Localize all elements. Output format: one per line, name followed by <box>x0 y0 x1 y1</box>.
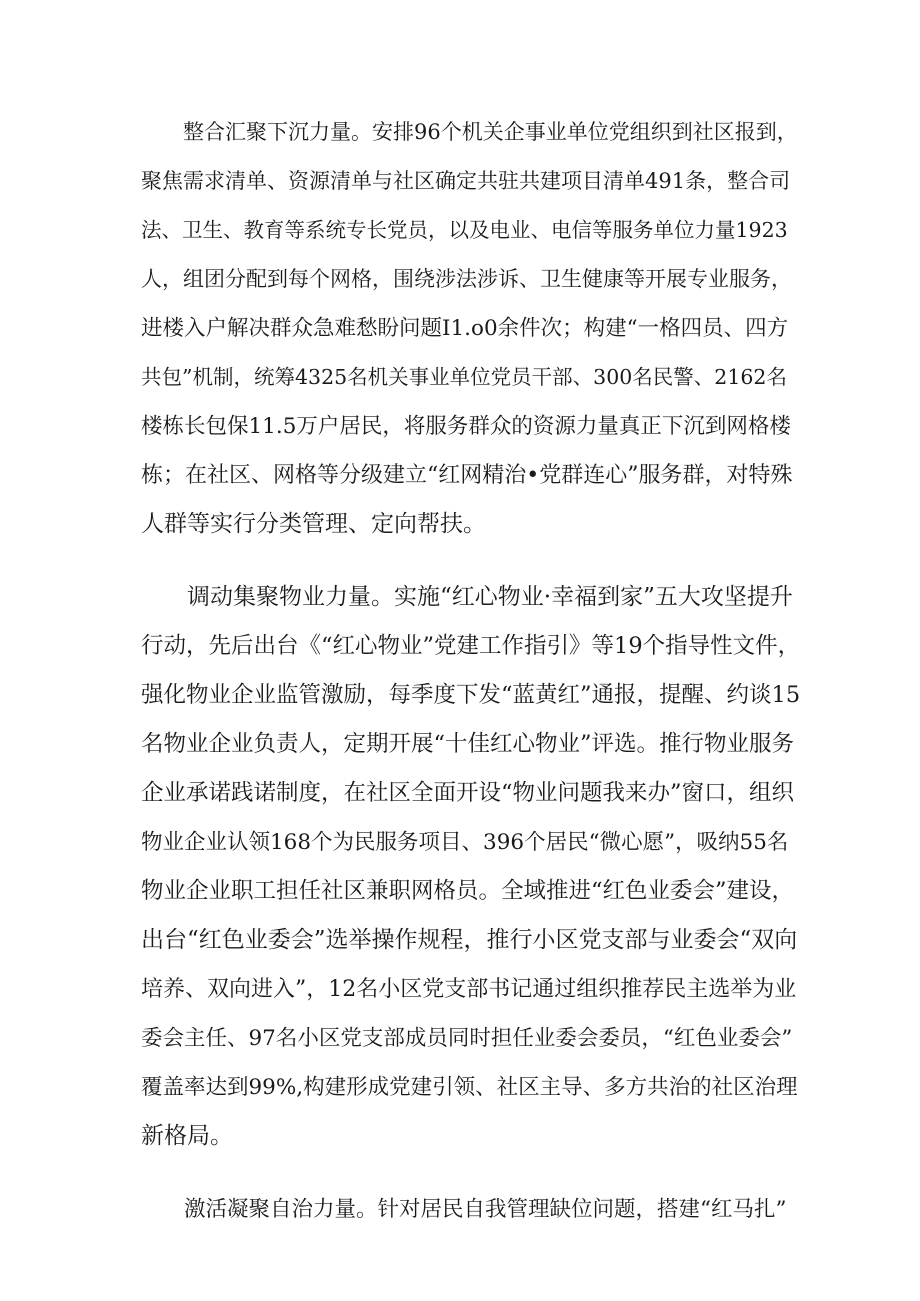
text-line: 法、卫生、教育等系统专长党员，以及电业、电信等服务单位力量1923 <box>141 218 788 242</box>
text-line: 聚焦需求清单、资源清单与社区确定共驻共建项目清单491条，整合司 <box>141 169 791 193</box>
text-line: 调动集聚物业力量。实施“红心物业·幸福到家”五大攻坚提升 <box>141 584 793 610</box>
text-line: 栋；在社区、网格等分级建立“红网精治•党群连心”服务群，对特殊 <box>141 463 793 488</box>
text-line: 整合汇聚下沉力量。安排96个机关企事业单位党组织到社区报到， <box>141 120 798 144</box>
paragraph-sink-forces <box>141 108 801 549</box>
text-line: 进楼入户解决群众急难愁盼问题I1.o0余件次；构建“一格四员、四方 <box>141 316 789 341</box>
text-line: 人，组团分配到每个网格，围绕涉法涉诉、卫生健康等开展专业服务， <box>141 267 792 291</box>
text-line: 培养、双向进入”，12名小区党支部书记通过组织推荐民主选举为业 <box>141 977 797 1002</box>
text-line: 出台“红色业委会”选举操作规程，推行小区党支部与业委会“双向 <box>141 927 798 953</box>
text-line: 楼栋长包保11.5万户居民，将服务群众的资源力量真正下沉到网格楼 <box>141 414 791 439</box>
text-line: 行动，先后出台《“红心物业”党建工作指引》等19个指导性文件， <box>141 633 801 659</box>
text-line: 强化物业企业监管激励，每季度下发“蓝黄红”通报，提醒、约谈15 <box>141 682 801 708</box>
text-line: 物业企业职工担任社区兼职网格员。全域推进“红色业委会”建设， <box>141 878 795 904</box>
paragraph-autonomy-forces <box>141 1185 801 1234</box>
document-body <box>141 108 801 1258</box>
text-line: 企业承诺践诺制度，在社区全面开设“物业问题我来办”窗口，组织 <box>141 780 795 806</box>
text-line: 人群等实行分类管理、定向帮扶。 <box>141 511 486 537</box>
text-line: 覆盖率达到99%,构建形成党建引领、社区主导、多方共治的社区治理 <box>141 1075 798 1100</box>
text-line: 物业企业认领168个为民服务项目、396个居民“微心愿”，吸纳55名 <box>141 830 789 855</box>
paragraph-property-forces <box>141 573 801 1161</box>
text-line: 名物业企业负责人，定期开展“十佳红心物业”评选。推行物业服务 <box>141 731 795 757</box>
text-line: 委会主任、97名小区党支部成员同时担任业委会委员，“红色业委会” <box>141 1026 793 1051</box>
text-line: 激活凝聚自治力量。针对居民自我管理缺位问题，搭建“红马扎” <box>141 1197 787 1222</box>
text-line: 共包”机制，统筹4325名机关事业单位党员干部、300名民警、2162名 <box>141 365 787 389</box>
text-line: 新格局。 <box>141 1123 233 1149</box>
